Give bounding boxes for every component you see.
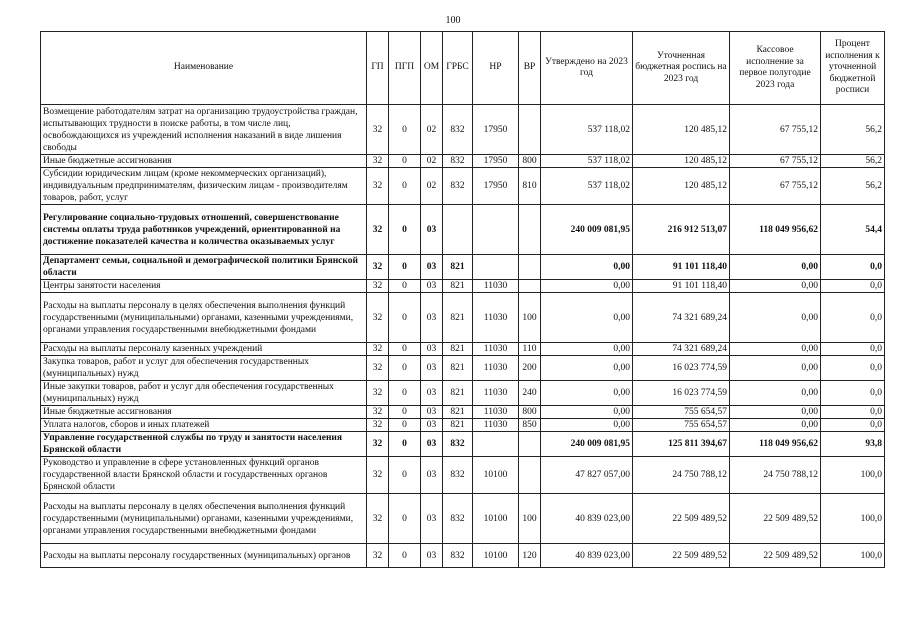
cell-refined: 91 101 118,40 (633, 280, 730, 293)
cell-name: Расходы на выплаты персоналу в целях обеспечения выполнения функций государственными (муниципальными) органами, казенными учреждениями, органами управления государственными внебюджетными фондами (41, 494, 367, 544)
cell-om: 03 (421, 419, 443, 432)
table-row (41, 280, 885, 293)
cell-refined: 22 509 489,52 (633, 544, 730, 568)
table-header-row (41, 32, 885, 105)
cell-refined: 91 101 118,40 (633, 255, 730, 280)
cell-approved: 47 827 057,00 (541, 457, 633, 494)
cell-gp: 32 (367, 105, 389, 155)
cell-executed: 67 755,12 (730, 155, 821, 168)
cell-approved: 537 118,02 (541, 168, 633, 205)
cell-approved: 0,00 (541, 280, 633, 293)
cell-name: Иные бюджетные ассигнования (41, 406, 367, 419)
cell-grbs: 832 (443, 168, 473, 205)
cell-name: Управление государственной службы по труду и занятости населения Брянской области (41, 432, 367, 457)
cell-executed: 67 755,12 (730, 105, 821, 155)
cell-percent: 100,0 (821, 494, 885, 544)
cell-nr: 17950 (473, 105, 519, 155)
cell-executed: 118 049 956,62 (730, 432, 821, 457)
cell-grbs: 832 (443, 544, 473, 568)
cell-executed: 0,00 (730, 293, 821, 343)
cell-grbs: 821 (443, 280, 473, 293)
cell-nr: 10100 (473, 494, 519, 544)
cell-percent: 100,0 (821, 544, 885, 568)
cell-pgp: 0 (389, 155, 421, 168)
cell-name: Иные закупки товаров, работ и услуг для обеспечения государственных (муниципальных) нужд (41, 381, 367, 406)
cell-om: 03 (421, 381, 443, 406)
cell-pgp: 0 (389, 168, 421, 205)
cell-vr: 800 (519, 406, 541, 419)
cell-percent: 54,4 (821, 205, 885, 255)
cell-grbs: 821 (443, 343, 473, 356)
cell-name: Иные бюджетные ассигнования (41, 155, 367, 168)
cell-vr (519, 205, 541, 255)
cell-percent: 0,0 (821, 293, 885, 343)
cell-name: Расходы на выплаты персоналу казенных учреждений (41, 343, 367, 356)
cell-pgp: 0 (389, 544, 421, 568)
cell-nr: 11030 (473, 419, 519, 432)
cell-vr (519, 457, 541, 494)
cell-gp: 32 (367, 255, 389, 280)
cell-approved: 0,00 (541, 255, 633, 280)
cell-vr: 850 (519, 419, 541, 432)
cell-percent: 0,0 (821, 381, 885, 406)
cell-om: 02 (421, 105, 443, 155)
cell-pgp: 0 (389, 457, 421, 494)
cell-om: 03 (421, 280, 443, 293)
cell-pgp: 0 (389, 432, 421, 457)
cell-name: Уплата налогов, сборов и иных платежей (41, 419, 367, 432)
page-number: 100 (445, 15, 461, 26)
cell-vr: 800 (519, 155, 541, 168)
table-row (41, 494, 885, 544)
cell-gp: 32 (367, 356, 389, 381)
cell-percent: 0,0 (821, 419, 885, 432)
cell-nr: 17950 (473, 155, 519, 168)
cell-gp: 32 (367, 406, 389, 419)
cell-executed: 0,00 (730, 280, 821, 293)
cell-gp: 32 (367, 494, 389, 544)
cell-executed: 0,00 (730, 255, 821, 280)
table-row (41, 544, 885, 568)
cell-name: Центры занятости населения (41, 280, 367, 293)
cell-nr: 11030 (473, 356, 519, 381)
cell-om: 02 (421, 168, 443, 205)
header-grbs: ГРБС (443, 32, 473, 105)
cell-nr: 10100 (473, 544, 519, 568)
cell-om: 03 (421, 406, 443, 419)
table-row (41, 155, 885, 168)
cell-om: 03 (421, 255, 443, 280)
cell-refined: 755 654,57 (633, 419, 730, 432)
table-row (41, 255, 885, 280)
cell-grbs: 821 (443, 419, 473, 432)
cell-refined: 16 023 774,59 (633, 381, 730, 406)
cell-executed: 0,00 (730, 356, 821, 381)
cell-pgp: 0 (389, 205, 421, 255)
cell-nr: 11030 (473, 293, 519, 343)
cell-refined: 16 023 774,59 (633, 356, 730, 381)
cell-nr: 11030 (473, 343, 519, 356)
cell-percent: 56,2 (821, 155, 885, 168)
cell-name: Руководство и управление в сфере установленных функций органов государственной власти Брянской области и государственных органов Брянской области (41, 457, 367, 494)
cell-pgp: 0 (389, 280, 421, 293)
cell-pgp: 0 (389, 381, 421, 406)
cell-pgp: 0 (389, 343, 421, 356)
cell-name: Регулирование социально-трудовых отношений, совершенствование системы оплаты труда работников учреждений, ориентированной на достижение показателей качества и количества оказываемых услуг (41, 205, 367, 255)
cell-gp: 32 (367, 381, 389, 406)
cell-name: Закупка товаров, работ и услуг для обеспечения государственных (муниципальных) нужд (41, 356, 367, 381)
cell-vr: 110 (519, 343, 541, 356)
cell-gp: 32 (367, 280, 389, 293)
cell-vr: 100 (519, 293, 541, 343)
cell-approved: 537 118,02 (541, 155, 633, 168)
cell-approved: 240 009 081,95 (541, 205, 633, 255)
cell-om: 03 (421, 205, 443, 255)
cell-gp: 32 (367, 293, 389, 343)
header-gp: ГП (367, 32, 389, 105)
cell-percent: 0,0 (821, 343, 885, 356)
header-name: Наименование (41, 32, 367, 105)
cell-om: 03 (421, 432, 443, 457)
cell-approved: 240 009 081,95 (541, 432, 633, 457)
table-row (41, 205, 885, 255)
cell-nr: 11030 (473, 406, 519, 419)
cell-nr (473, 205, 519, 255)
cell-executed: 118 049 956,62 (730, 205, 821, 255)
table-row (41, 168, 885, 205)
cell-approved: 0,00 (541, 419, 633, 432)
cell-name: Расходы на выплаты персоналу в целях обеспечения выполнения функций государственными (муниципальными) органами, казенными учреждениями, органами управления государственными внебюджетными фондами (41, 293, 367, 343)
cell-om: 03 (421, 293, 443, 343)
cell-om: 02 (421, 155, 443, 168)
cell-approved: 40 839 023,00 (541, 494, 633, 544)
cell-vr: 200 (519, 356, 541, 381)
table-row (41, 356, 885, 381)
cell-pgp: 0 (389, 293, 421, 343)
cell-name: Возмещение работодателям затрат на организацию трудоустройства граждан, испытывающих трудности в поиске работы, в том числе лиц, освобождающихся из учреждений исполнения наказаний в виде лишения свободы (41, 105, 367, 155)
cell-om: 03 (421, 457, 443, 494)
cell-approved: 40 839 023,00 (541, 544, 633, 568)
cell-refined: 74 321 689,24 (633, 343, 730, 356)
cell-pgp: 0 (389, 419, 421, 432)
cell-name: Департамент семьи, социальной и демографической политики Брянской области (41, 255, 367, 280)
cell-grbs: 832 (443, 457, 473, 494)
cell-gp: 32 (367, 419, 389, 432)
cell-nr: 11030 (473, 381, 519, 406)
cell-gp: 32 (367, 457, 389, 494)
header-nr: НР (473, 32, 519, 105)
cell-grbs: 832 (443, 494, 473, 544)
cell-nr (473, 255, 519, 280)
cell-nr (473, 432, 519, 457)
cell-gp: 32 (367, 432, 389, 457)
cell-pgp: 0 (389, 406, 421, 419)
cell-percent: 0,0 (821, 255, 885, 280)
cell-vr: 810 (519, 168, 541, 205)
cell-percent: 0,0 (821, 406, 885, 419)
table-row (41, 105, 885, 155)
cell-executed: 67 755,12 (730, 168, 821, 205)
table-row (41, 293, 885, 343)
cell-grbs: 821 (443, 356, 473, 381)
cell-grbs: 821 (443, 293, 473, 343)
cell-gp: 32 (367, 205, 389, 255)
cell-vr: 120 (519, 544, 541, 568)
cell-gp: 32 (367, 544, 389, 568)
cell-vr: 240 (519, 381, 541, 406)
cell-grbs: 821 (443, 255, 473, 280)
cell-om: 03 (421, 544, 443, 568)
cell-percent: 93,8 (821, 432, 885, 457)
cell-approved: 0,00 (541, 356, 633, 381)
header-pgp: ПГП (389, 32, 421, 105)
cell-refined: 120 485,12 (633, 155, 730, 168)
cell-percent: 56,2 (821, 105, 885, 155)
cell-percent: 0,0 (821, 280, 885, 293)
table-row (41, 432, 885, 457)
cell-om: 03 (421, 343, 443, 356)
cell-vr (519, 255, 541, 280)
cell-nr: 11030 (473, 280, 519, 293)
header-approved: Утверждено на 2023 год (541, 32, 633, 105)
header-om: ОМ (421, 32, 443, 105)
cell-pgp: 0 (389, 105, 421, 155)
cell-pgp: 0 (389, 255, 421, 280)
cell-refined: 125 811 394,67 (633, 432, 730, 457)
cell-grbs: 832 (443, 105, 473, 155)
cell-percent: 100,0 (821, 457, 885, 494)
cell-name: Расходы на выплаты персоналу государственных (муниципальных) органов (41, 544, 367, 568)
header-vr: ВР (519, 32, 541, 105)
cell-executed: 22 509 489,52 (730, 544, 821, 568)
cell-nr: 10100 (473, 457, 519, 494)
cell-approved: 0,00 (541, 406, 633, 419)
cell-grbs: 832 (443, 155, 473, 168)
table-row (41, 343, 885, 356)
cell-name: Субсидии юридическим лицам (кроме некоммерческих организаций), индивидуальным предпринимателям, физическим лицам - производителям товаров, работ, услуг (41, 168, 367, 205)
header-executed: Кассовое исполнение за первое полугодие 2023 года (730, 32, 821, 105)
cell-refined: 216 912 513,07 (633, 205, 730, 255)
cell-gp: 32 (367, 343, 389, 356)
cell-executed: 24 750 788,12 (730, 457, 821, 494)
cell-executed: 0,00 (730, 419, 821, 432)
cell-executed: 22 509 489,52 (730, 494, 821, 544)
cell-percent: 0,0 (821, 356, 885, 381)
cell-approved: 0,00 (541, 293, 633, 343)
header-refined: Уточненная бюджетная роспись на 2023 год (633, 32, 730, 105)
cell-grbs: 821 (443, 381, 473, 406)
cell-om: 03 (421, 494, 443, 544)
cell-gp: 32 (367, 155, 389, 168)
cell-grbs (443, 205, 473, 255)
cell-refined: 755 654,57 (633, 406, 730, 419)
table-row (41, 457, 885, 494)
cell-executed: 0,00 (730, 343, 821, 356)
table-body (41, 105, 885, 568)
cell-vr: 100 (519, 494, 541, 544)
cell-approved: 537 118,02 (541, 105, 633, 155)
cell-refined: 24 750 788,12 (633, 457, 730, 494)
cell-percent: 56,2 (821, 168, 885, 205)
cell-approved: 0,00 (541, 381, 633, 406)
cell-executed: 0,00 (730, 406, 821, 419)
header-percent: Процент исполнения к уточненной бюджетной росписи (821, 32, 885, 105)
cell-nr: 17950 (473, 168, 519, 205)
cell-executed: 0,00 (730, 381, 821, 406)
cell-om: 03 (421, 356, 443, 381)
cell-refined: 22 509 489,52 (633, 494, 730, 544)
cell-refined: 120 485,12 (633, 168, 730, 205)
cell-vr (519, 280, 541, 293)
cell-grbs: 821 (443, 406, 473, 419)
cell-pgp: 0 (389, 494, 421, 544)
cell-refined: 120 485,12 (633, 105, 730, 155)
table-row (41, 381, 885, 406)
cell-grbs: 832 (443, 432, 473, 457)
cell-vr (519, 432, 541, 457)
table-row (41, 419, 885, 432)
cell-refined: 74 321 689,24 (633, 293, 730, 343)
cell-pgp: 0 (389, 356, 421, 381)
cell-gp: 32 (367, 168, 389, 205)
budget-table (40, 31, 885, 568)
cell-vr (519, 105, 541, 155)
table-row (41, 406, 885, 419)
cell-approved: 0,00 (541, 343, 633, 356)
